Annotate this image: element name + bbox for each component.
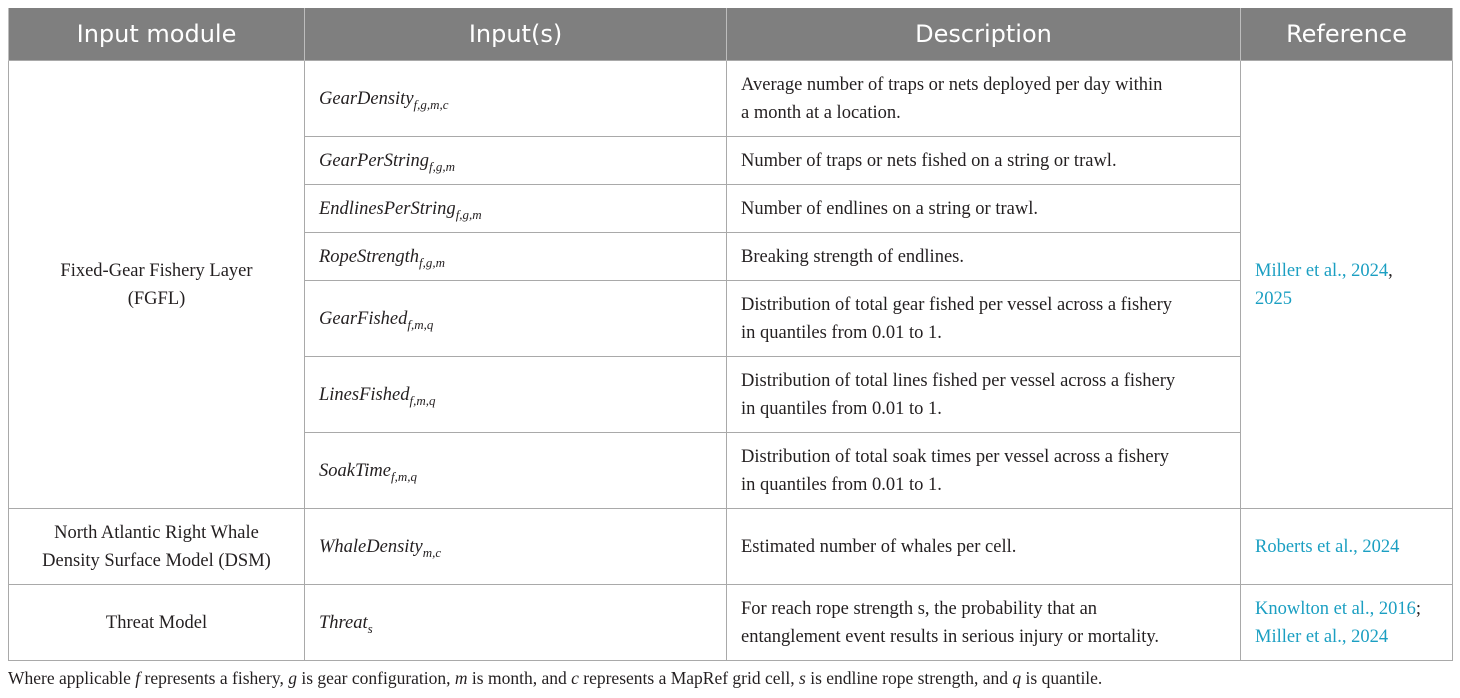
- input-subscript: f,m,q: [390, 468, 417, 484]
- description-line1: Average number of traps or nets deployed per day within: [741, 74, 1163, 95]
- description-line2: in quantiles from 0.01 to 1.: [741, 398, 942, 419]
- reference-fgfl: [1241, 61, 1453, 509]
- description-line1: Number of traps or nets fished on a string or trawl.: [741, 150, 1117, 171]
- description-cell: [727, 137, 1241, 185]
- description-line2: in quantiles from 0.01 to 1.: [741, 474, 942, 495]
- module-dsm-line1: North Atlantic Right Whale: [54, 522, 259, 543]
- table-row: [9, 509, 1453, 585]
- description-line1: Distribution of total gear fished per vessel across a fishery: [741, 294, 1173, 315]
- module-fgfl-line1: Fixed-Gear Fishery Layer: [60, 260, 253, 281]
- header-description: Description: [727, 8, 1241, 61]
- input-subscript: s: [367, 620, 373, 636]
- description-line1: Distribution of total lines fished per vessel across a fishery: [741, 370, 1176, 391]
- description-line1: Estimated number of whales per cell.: [741, 536, 1017, 557]
- footnote-symbol: m: [454, 668, 468, 688]
- input-subscript: f,g,m,c: [413, 96, 449, 112]
- input-var: SoakTime: [319, 460, 391, 481]
- description-line1: Number of endlines on a string or trawl.: [741, 198, 1038, 219]
- input-cell: [305, 357, 727, 433]
- reference-separator: ,: [1388, 260, 1393, 281]
- description-line2: a month at a location.: [741, 102, 901, 123]
- footnote-text: is endline rope strength, and: [805, 668, 1013, 688]
- footnote-symbol: q: [1012, 668, 1022, 688]
- input-subscript: f,g,m: [455, 206, 482, 222]
- input-subscript: f,g,m: [419, 254, 446, 270]
- table-row: [9, 61, 1453, 137]
- description-line1: Breaking strength of endlines.: [741, 246, 964, 267]
- input-cell: [305, 61, 727, 137]
- description-line1: Distribution of total soak times per vessel across a fishery: [741, 446, 1169, 467]
- footnote-text: represents a fishery,: [140, 668, 289, 688]
- input-var: Threat: [319, 612, 368, 633]
- description-cell: [727, 357, 1241, 433]
- input-cell: [305, 233, 727, 281]
- module-threat: [9, 585, 305, 661]
- footnote-text: is quantile.: [1021, 668, 1103, 688]
- header-inputs: Input(s): [305, 8, 727, 61]
- description-line1: For reach rope strength s, the probability that an: [741, 598, 1098, 619]
- table-footnote: [8, 668, 1102, 689]
- reference-link[interactable]: 2025: [1255, 288, 1292, 309]
- description-line2: in quantiles from 0.01 to 1.: [741, 322, 942, 343]
- module-dsm: [9, 509, 305, 585]
- description-line2: entanglement event results in serious injury or mortality.: [741, 626, 1160, 647]
- module-fgfl-line2: (FGFL): [127, 288, 186, 309]
- footnote-symbol: g: [288, 668, 297, 688]
- footnote-symbol: s: [799, 668, 806, 688]
- reference-dsm: [1241, 509, 1453, 585]
- input-var: GearDensity: [319, 88, 414, 109]
- reference-link[interactable]: Knowlton et al., 2016: [1255, 598, 1416, 619]
- description-cell: [727, 185, 1241, 233]
- input-var: LinesFished: [319, 384, 410, 405]
- module-threat-label: Threat Model: [105, 612, 208, 633]
- input-cell: [305, 585, 727, 661]
- input-cell: [305, 281, 727, 357]
- module-fgfl: [9, 61, 305, 509]
- description-cell: [727, 585, 1241, 661]
- input-var: WhaleDensity: [319, 536, 423, 557]
- input-var: EndlinesPerString: [319, 198, 456, 219]
- footnote-text: Where applicable: [8, 668, 136, 688]
- header-reference: Reference: [1241, 8, 1453, 61]
- reference-link[interactable]: Miller et al., 2024: [1255, 260, 1389, 281]
- description-cell: [727, 61, 1241, 137]
- input-cell: [305, 509, 727, 585]
- footnote-text: represents a MapRef grid cell,: [578, 668, 800, 688]
- module-dsm-line2: Density Surface Model (DSM): [42, 550, 271, 571]
- footnote-text: is month, and: [467, 668, 572, 688]
- input-cell: [305, 185, 727, 233]
- header-input-module: Input module: [9, 8, 305, 61]
- reference-link[interactable]: Roberts et al., 2024: [1255, 536, 1400, 557]
- description-cell: [727, 281, 1241, 357]
- description-cell: [727, 509, 1241, 585]
- input-subscript: f,g,m: [428, 158, 455, 174]
- input-var: GearFished: [319, 308, 408, 329]
- input-var: GearPerString: [319, 150, 429, 171]
- footnote-symbol: c: [571, 668, 579, 688]
- reference-link[interactable]: Miller et al., 2024: [1255, 626, 1389, 647]
- input-subscript: m,c: [422, 544, 442, 560]
- input-cell: [305, 433, 727, 509]
- description-cell: [727, 233, 1241, 281]
- reference-threat: [1241, 585, 1453, 661]
- reference-separator: ;: [1415, 598, 1421, 619]
- footnote-text: is gear configuration,: [296, 668, 455, 688]
- input-var: RopeStrength: [319, 246, 420, 267]
- header-row: [9, 8, 1453, 61]
- inputs-table: [8, 8, 1453, 661]
- input-subscript: f,m,q: [407, 316, 434, 332]
- input-cell: [305, 137, 727, 185]
- description-cell: [727, 433, 1241, 509]
- table-row: [9, 585, 1453, 661]
- footnote-symbol: f: [135, 668, 141, 688]
- input-subscript: f,m,q: [409, 392, 436, 408]
